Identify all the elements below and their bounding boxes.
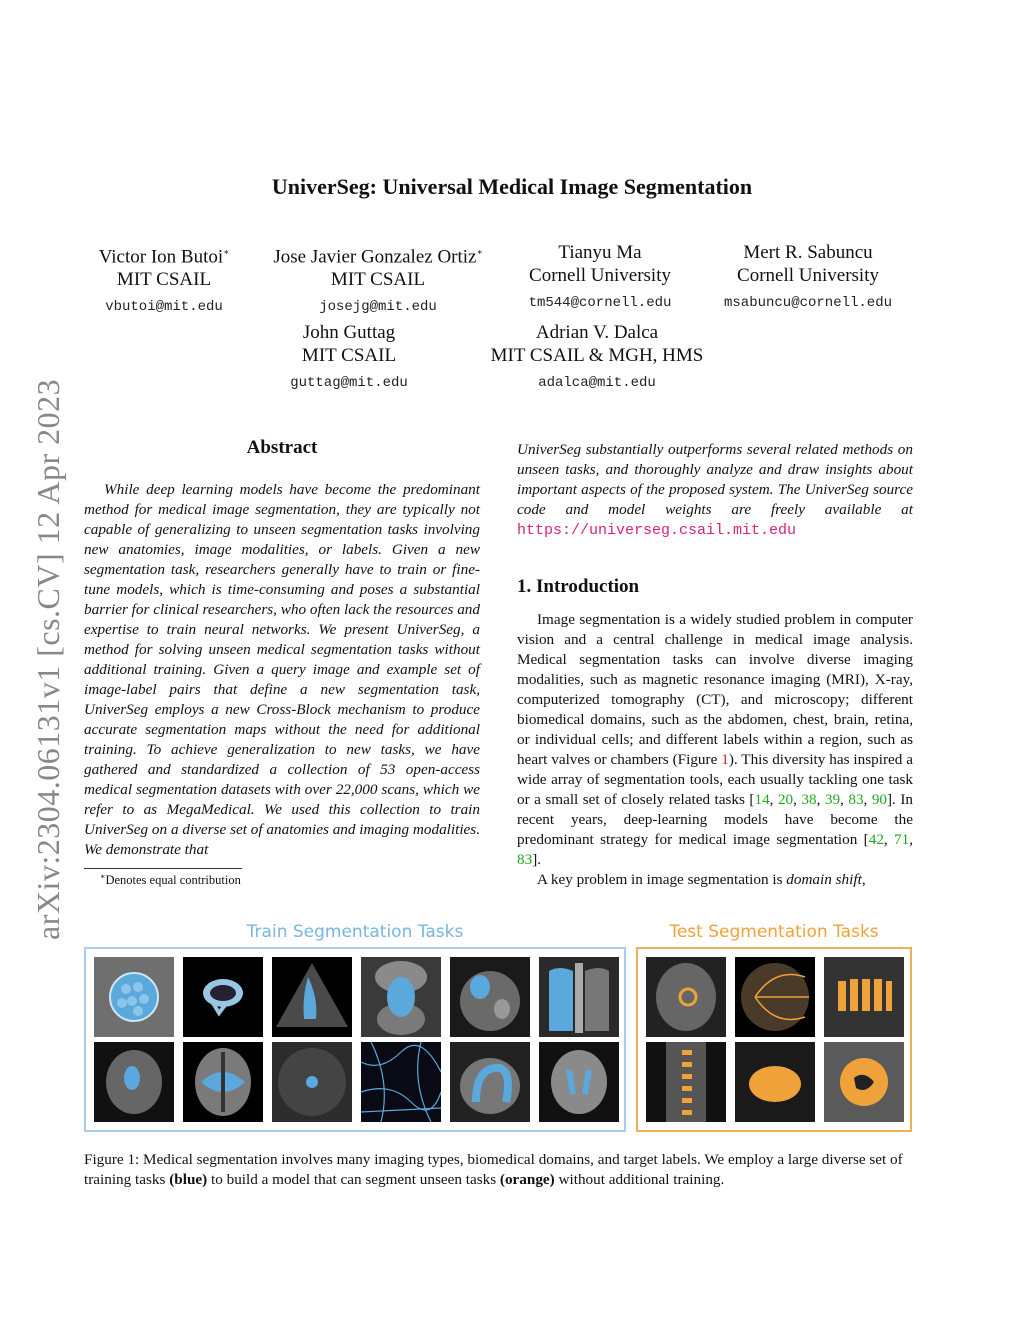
train-image-heart-ct: [450, 1042, 530, 1122]
author-block: [512, 241, 688, 313]
author-name: Jose Javier Gonzalez Ortiz: [273, 246, 477, 268]
train-image-knee: [361, 957, 441, 1037]
arxiv-identifier: arXiv:2304.06131v1 [cs.CV] 12 Apr 2023: [30, 378, 66, 940]
citation-link[interactable]: 38: [801, 791, 817, 808]
author-block: Victor Ion Butoi∗ MIT CSAIL vbutoi@mit.edu: [84, 241, 244, 317]
author-email[interactable]: guttag@mit.edu: [290, 375, 408, 391]
figure-reference-link[interactable]: 1: [721, 751, 729, 768]
paper-title: UniverSeg: Universal Medical Image Segmentation: [271, 174, 753, 199]
citation-link[interactable]: 39: [824, 791, 841, 808]
author-affiliation: MIT CSAIL: [116, 269, 212, 291]
author-name: Mert R. Sabuncu: [743, 242, 873, 263]
section-heading-introduction: 1. Introduction: [517, 576, 640, 597]
train-image-ultrasound: [272, 957, 352, 1037]
author-block: [708, 241, 908, 313]
citation-link[interactable]: 83: [848, 791, 864, 808]
train-image-brain-3d: [183, 957, 263, 1037]
train-image-sagittal-brain: [94, 1042, 174, 1122]
train-image-brain-axial: [183, 1042, 263, 1122]
author-name: Tianyu Ma: [558, 242, 642, 263]
citation-link[interactable]: 20: [777, 791, 794, 808]
citation-link[interactable]: 14: [754, 791, 770, 808]
train-image-chest-xray: [539, 957, 619, 1037]
footnote: ∗Denotes equal contribution: [100, 872, 241, 888]
test-image-fundus: [735, 957, 815, 1037]
test-image-dental: [824, 957, 904, 1037]
train-image-brain-mri: [539, 1042, 619, 1122]
citation-link[interactable]: 42: [868, 831, 884, 848]
figure-caption: Figure 1: Medical segmentation involves many imaging types, biomedical domains, and target labels. We employ a large diverse set of training tasks (blue) to build a model that can segment unseen tasks (orange) without additional training.: [84, 1151, 903, 1188]
intro-paragraph: A key problem in image segmentation is domain shift,: [537, 871, 866, 888]
citation-link[interactable]: 83: [517, 851, 533, 868]
author-block: [270, 321, 428, 393]
train-image-abdomen-ct: [450, 957, 530, 1037]
abstract-text: While deep learning models have become the predominant method for medical image segmentation, they are typically not capable of generalizing to unseen segmentation tasks involving new anatomies, image modalities, or labels. Given a new segmentation task, researchers generally have to train or fine-tune models, which is time-consuming and poses a substantial barrier for clinical researchers, who often lack the resources and expertise to train neural networks. We present UniverSeg, a method for solving unseen medical segmentation tasks without additional training. Given a query image and example set of image-label pairs that define a new segmentation task, UniverSeg employs a new Cross-Block mechanism to produce accurate segmentation maps without the need for additional training. To achieve generalization to new tasks, we have gathered and standardized a collection of 53 open-access medical segmentation datasets with over 22,000 scans, which we refer to as MegaMedical. We used this collection to train UniverSeg on a diverse set of anatomies and imaging modalities. We demonstrate that: [84, 481, 480, 858]
citation-link[interactable]: 71: [894, 831, 910, 848]
test-tasks-panel: [636, 947, 912, 1132]
test-image-spine: [646, 1042, 726, 1122]
train-image-cells: [94, 957, 174, 1037]
author-affiliation: MIT CSAIL & MGH, HMS: [490, 345, 704, 366]
author-affiliation: MIT CSAIL: [330, 269, 426, 291]
author-email[interactable]: msabuncu@cornell.edu: [723, 295, 893, 311]
abstract-continued: UniverSeg substantially outperforms several related methods on unseen tasks, and thoroughly analyze and draw insights about important aspects of the proposed system. The UniverSeg source code and model weights are freely available at https://universeg.csail.mit.edu: [517, 441, 913, 539]
author-block: [472, 321, 722, 393]
author-email[interactable]: tm544@cornell.edu: [528, 295, 672, 311]
author-affiliation: MIT CSAIL: [301, 345, 397, 366]
test-image-cardiac-mri: [646, 957, 726, 1037]
test-tasks-title: Test Segmentation Tasks: [669, 922, 879, 942]
intro-paragraph: Image segmentation is a widely studied problem in computer vision and a central challenge in medical image analysis. Medical segmentation tasks can involve diverse imaging modalities, such as magnetic resonance imaging (MRI), X-ray, computerized tomography (CT), and microscopy; different biomedical domains, such as the abdomen, chest, brain, retina, or individual cells; and different labels within a region, such as heart valves or chambers (Figure 1). This diversity has inspired a wide array of segmentation tools, each usually tackling one task or a small set of closely related tasks [14, 20, 38, 39, 83, 90]. In recent years, deep-learning models have become the predominant strategy for medical image segmentation [42, 71, 83].: [517, 611, 914, 868]
train-tasks-panel: [84, 947, 626, 1132]
author-affiliation: Cornell University: [529, 265, 671, 286]
author-name: Victor Ion Butoi: [98, 246, 224, 268]
footnote-divider: [84, 868, 242, 869]
author-name: Adrian V. Dalca: [535, 322, 659, 343]
abstract-heading: Abstract: [246, 437, 318, 458]
author-name: John Guttag: [302, 322, 396, 343]
train-tasks-title: Train Segmentation Tasks: [246, 922, 464, 942]
train-image-vessels: [361, 1042, 441, 1122]
citation-link[interactable]: 90: [871, 791, 887, 808]
project-url-link[interactable]: https://universeg.csail.mit.edu: [517, 522, 797, 539]
author-email[interactable]: josejg@mit.edu: [319, 299, 437, 316]
test-image-ultrasound: [735, 1042, 815, 1122]
train-image-retina: [272, 1042, 352, 1122]
author-email[interactable]: vbutoi@mit.edu: [105, 299, 223, 316]
author-affiliation: Cornell University: [737, 265, 879, 286]
author-email[interactable]: adalca@mit.edu: [538, 375, 656, 391]
author-block: Jose Javier Gonzalez Ortiz∗ MIT CSAIL josejg@mit.edu: [264, 241, 492, 317]
introduction-text: [517, 610, 913, 890]
test-image-cell: [824, 1042, 904, 1122]
